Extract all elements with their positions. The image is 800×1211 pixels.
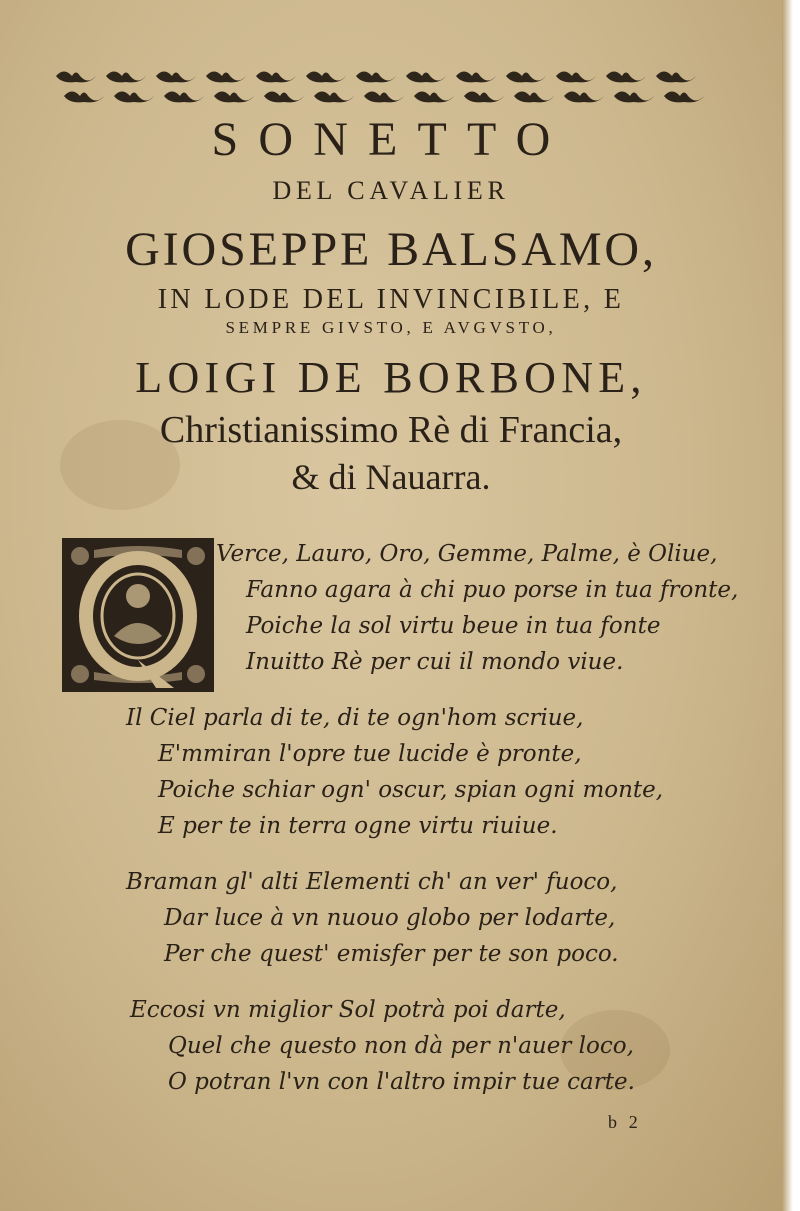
fleuron-icon (564, 92, 604, 103)
signature-mark: b 2 (608, 1112, 642, 1132)
fleuron-icon (556, 72, 596, 83)
verse-line: O potran l'vn con l'altro impir tue carte. (168, 1069, 635, 1095)
fleuron-icon (114, 92, 154, 103)
verse-line: E per te in terra ogne virtu riuiue. (158, 813, 558, 839)
fleuron-icon (506, 72, 546, 83)
fleuron-icon (64, 92, 104, 103)
heading-title-line-2: & di Nauarra. (291, 457, 491, 497)
stanza-3 (126, 864, 619, 972)
fleuron-icon (464, 92, 504, 103)
fleuron-icon (664, 92, 704, 103)
fleuron-icon (106, 72, 146, 83)
fleuron-icon (264, 92, 304, 103)
verse-line: Poiche la sol virtu beue in tua fonte (246, 613, 661, 639)
verse-line: Fanno agara à chi puo porse in tua fronte, (246, 577, 739, 603)
verse-line: Per che quest' emisfer per te son poco. (164, 941, 619, 967)
heading-in-lode: IN LODE DEL INVINCIBILE, E (157, 284, 625, 315)
fleuron-icon (56, 72, 96, 83)
verse-line: Eccosi vn miglior Sol potrà poi darte, (130, 997, 566, 1023)
verse-line: E'mmiran l'opre tue lucide è pronte, (158, 741, 582, 767)
fleuron-icon (456, 72, 496, 83)
heading-king: LOIGI DE BORBONE, (135, 353, 647, 402)
fleuron-icon (214, 92, 254, 103)
fleuron-icon (406, 72, 446, 83)
heading-author: GIOSEPPE BALSAMO, (125, 223, 657, 276)
fleuron-icon (206, 72, 246, 83)
verse-line: Poiche schiar ogn' oscur, spian ogni monte, (158, 777, 664, 803)
fleuron-icon (514, 92, 554, 103)
verse-line: Braman gl' alti Elementi ch' an ver' fuoco, (126, 869, 618, 895)
decorated-initial-q-icon (62, 538, 214, 692)
stanza-1 (216, 536, 738, 680)
fleuron-icon (156, 72, 196, 83)
verse-line: Inuitto Rè per cui il mondo viue. (246, 649, 624, 675)
fleuron-icon (656, 72, 696, 83)
stanza-2 (126, 700, 663, 844)
fleuron-icon (606, 72, 646, 83)
fleuron-icon (256, 72, 296, 83)
fleuron-icon (314, 92, 354, 103)
verse-line: Verce, Lauro, Oro, Gemme, Palme, è Oliue, (216, 541, 718, 567)
fleuron-icon (414, 92, 454, 103)
floral-band-ornament-icon (52, 64, 704, 108)
verse-line: Il Ciel parla di te, di te ogn'hom scriue, (126, 705, 584, 731)
stanza-4 (130, 992, 635, 1100)
fleuron-icon (164, 92, 204, 103)
fleuron-icon (364, 92, 404, 103)
fleuron-icon (356, 72, 396, 83)
heading-sempre: SEMPRE GIVSTO, E AVGVSTO, (225, 318, 557, 337)
fleuron-icon (306, 72, 346, 83)
heading-sonetto: SONETTO (211, 113, 571, 166)
heading-del-cavalier: DEL CAVALIER (272, 176, 510, 205)
heading-title-line: Christianissimo Rè di Francia, (159, 409, 623, 451)
page-edge (782, 0, 800, 1211)
verse-line: Dar luce à vn nuouo globo per lodarte, (164, 905, 616, 931)
fleuron-icon (614, 92, 654, 103)
verse-line: Quel che questo non dà per n'auer loco, (168, 1033, 634, 1059)
